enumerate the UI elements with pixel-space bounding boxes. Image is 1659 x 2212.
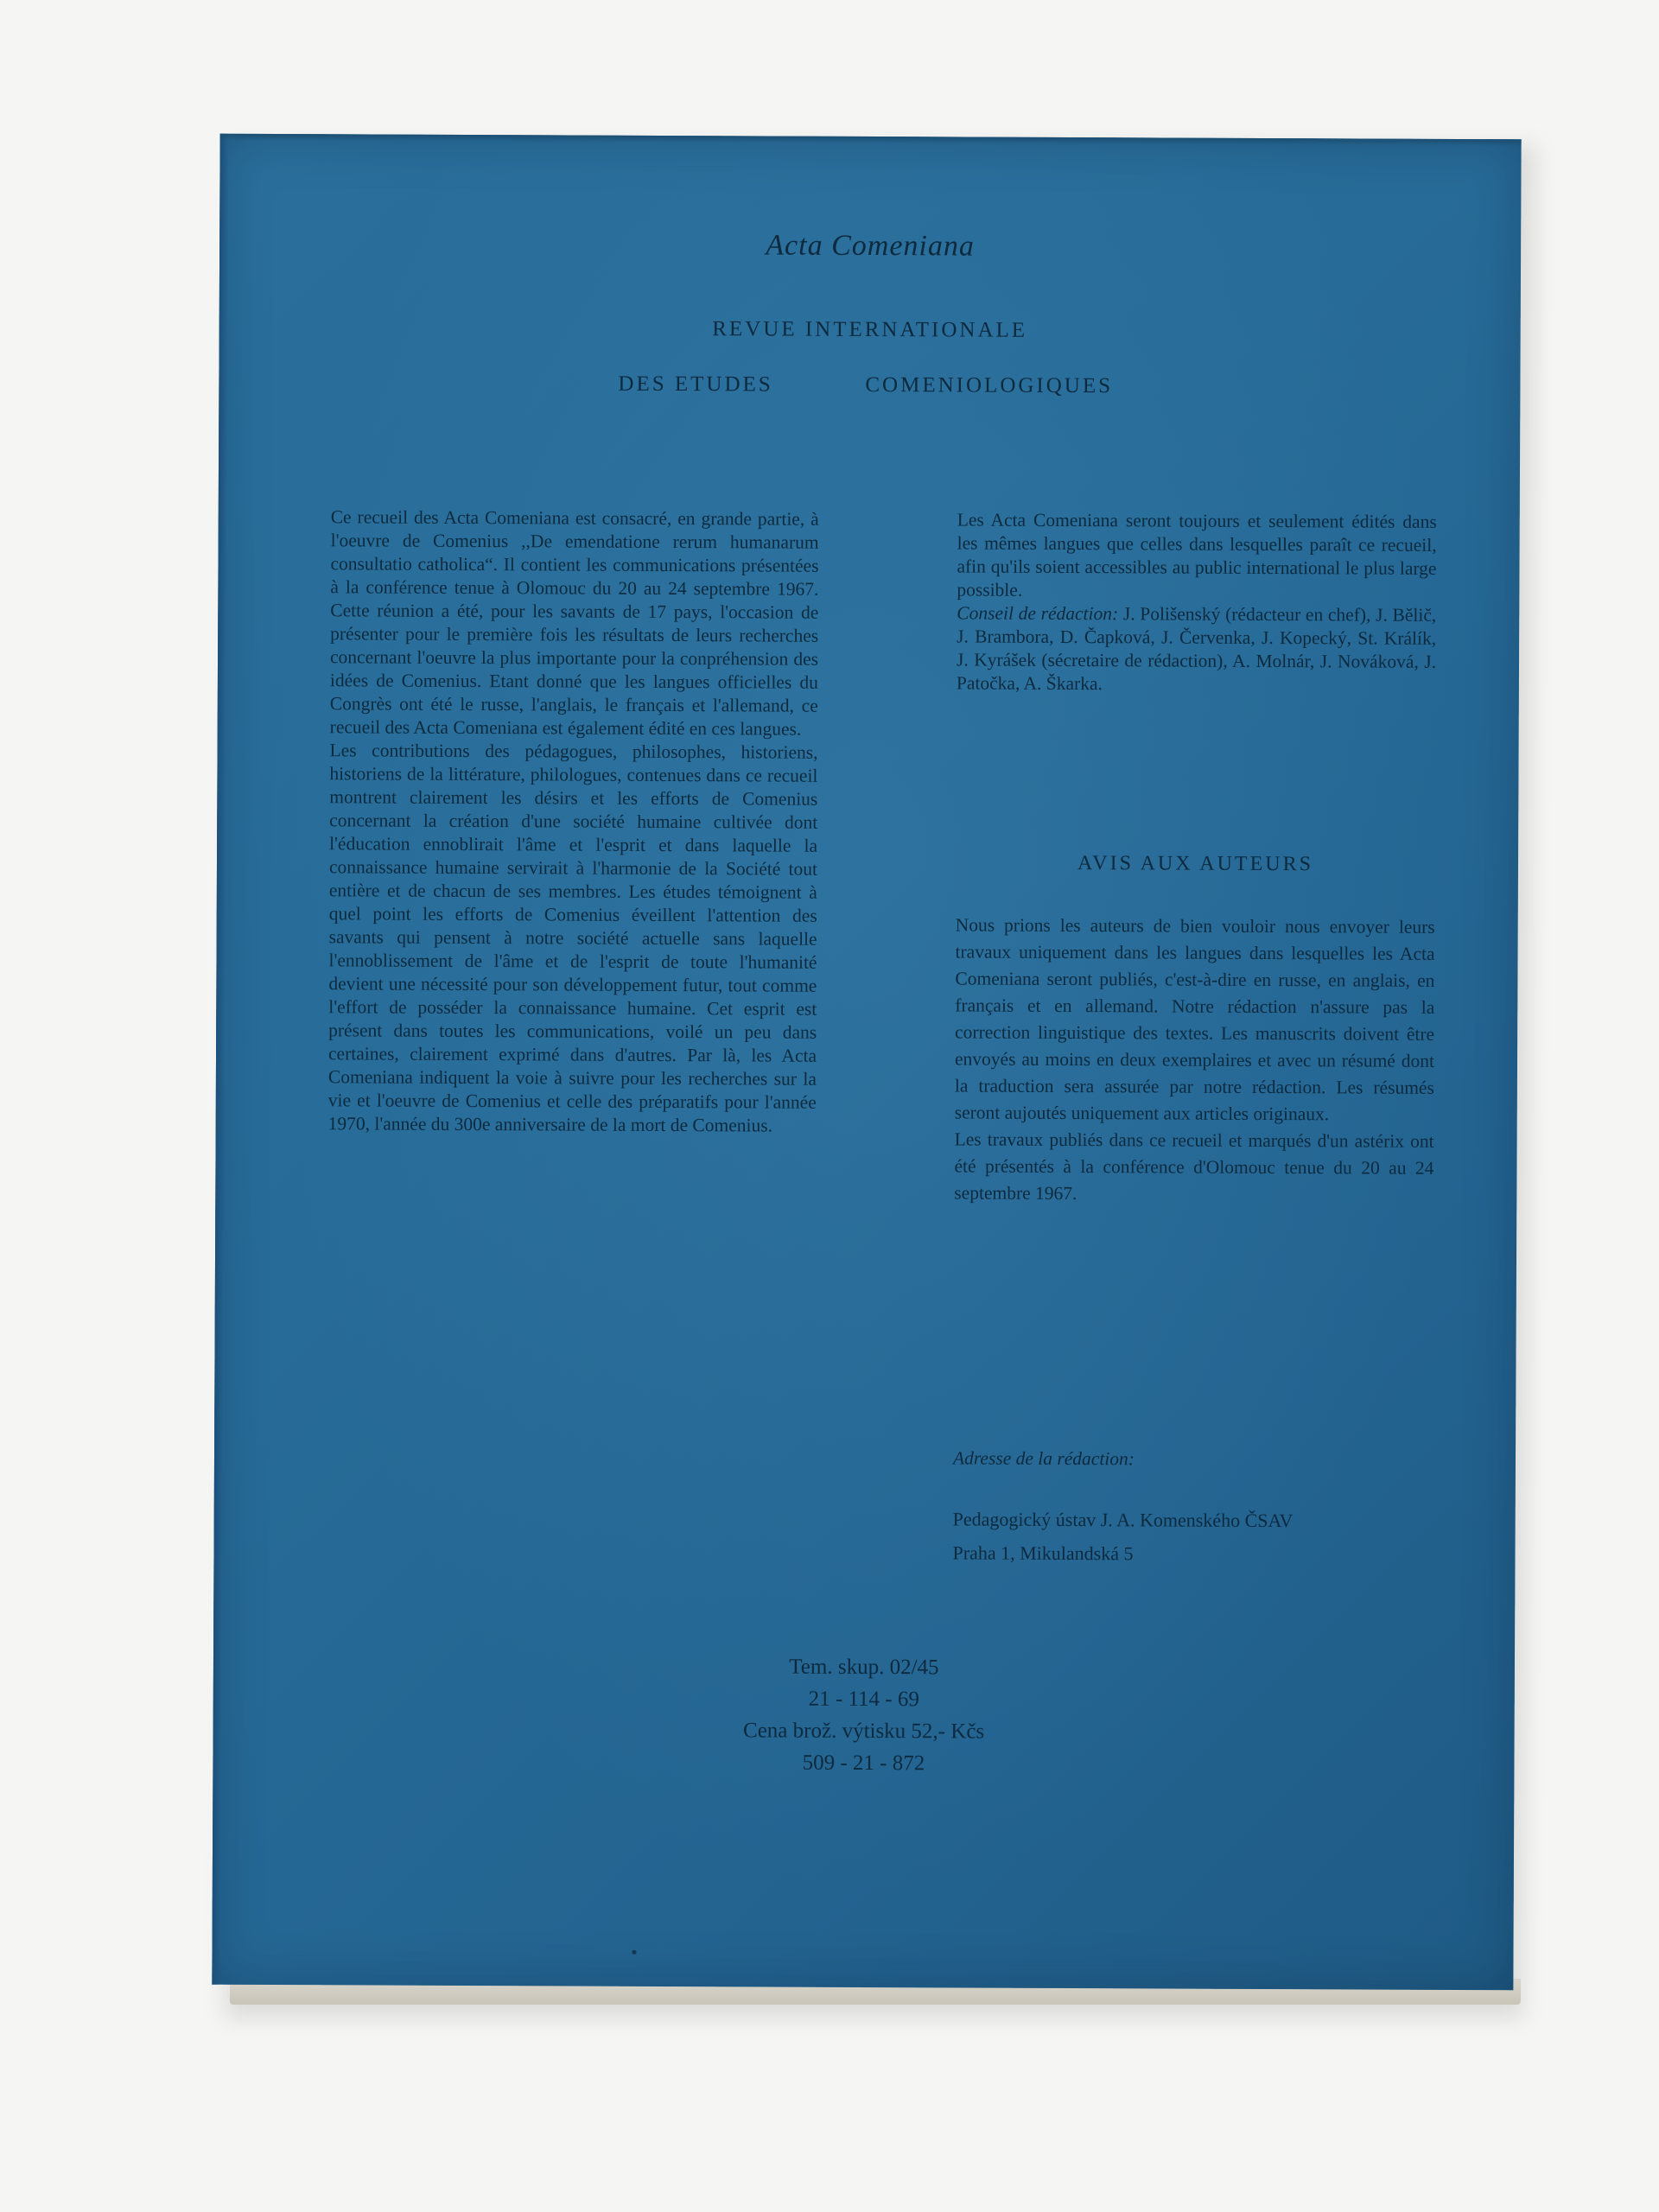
cover-edge-wear: [220, 134, 1522, 147]
notice-paragraph-2: Les travaux publiés dans ce recueil et marqués d'un astérix ont été présentés à la conférence d'Olomouc tenue du 20 au 24 septembre 1967.: [954, 1128, 1434, 1205]
left-paragraph-1: Ce recueil des Acta Comeniana est consacré, en grande partie, à l'oeuvre de Comenius ,,De emendatione rerum humanarum consultatio catholica“. Il contient les communications présentées à la conférence tenue à Olomouc du 20 au 24 septembre 1967. Cette réunion a été, pour les savants de 17 pays, l'occasion de présenter pour le première fois les résultats de leurs recherches concernant l'oeuvre la plus importante pour la conpréhension des idées de Comenius. Etant donné que les langues officielles du Congrès ont été le russe, l'anglais, le français et l'allemand, ce recueil des Acta Comeniana est également édité en ces langues.: [329, 506, 819, 740]
right-column-notice: [954, 912, 1434, 1208]
right-column-top: [957, 508, 1437, 696]
editorial-board-label: Conseil de rédaction:: [957, 602, 1119, 625]
address-line-2: Praha 1, Mikulandská 5: [952, 1541, 1134, 1565]
imprint-line-3: Cena brož. výtisku 52,- Kčs: [743, 1719, 985, 1744]
imprint-line-2: 21 - 114 - 69: [808, 1687, 919, 1712]
imprint-line-1: Tem. skup. 02/45: [789, 1655, 939, 1680]
notice-paragraph-1: Nous prions les auteurs de bien vouloir nous envoyer leurs travaux uniquement dans les langues dans lesquelles les Acta Comeniana seront publiés, c'est-à-dire en russe, en anglais, en français et en allemand. Notre rédaction n'assure pas la correction linguistique des textes. Les manuscrits doivent être envoyés au moins en deux exemplaires et avec un résumé dont la traduction sera assurée par notre rédaction. Les résumés seront aujoutés uniquement aux articles originaux.: [954, 914, 1435, 1125]
left-paragraph-2: Les contributions des pédagogues, philosophes, historiens, historiens de la littérature, philologues, contenues dans ce recueil montrent clairement les désirs et les efforts de Comenius concernant la création d'une société humaine cultivée dont l'éducation ennoblirait l'âme et l'esprit et dans laquelle la connaissance humaine servirait à l'harmonie de la Société tout entière et de chacun de ses membres. Les études témoignent à quel point les efforts de Comenius éveillent l'attention des savants qui pensent à notre société actuelle sans laquelle l'ennoblissement de l'âme et de l'esprit de toute l'humanité devient une nécessité pour son développement futur, tout comme l'effort de posséder la connaissance humaine. Cet esprit est présent dans toutes les communications, voilé un peu dans certaines, clairement exprimé dans d'autres. Par là, les Acta Comeniana indiquent la voie à suivre pour les recherches sur la vie et l'oeuvre de Comenius et celle des préparatifs pour l'année 1970, l'année du 300e anniversaire de la mort de Comenius.: [327, 740, 818, 1136]
subtitle-line-1: REVUE INTERNATIONALE: [712, 317, 1028, 342]
subtitle-line-2-left: DES ETUDES: [618, 372, 773, 397]
address-line-1: Pedagogický ústav J. A. Komenského ČSAV: [952, 1508, 1294, 1532]
address-label: Adresse de la rédaction:: [952, 1447, 1135, 1470]
journal-title: Acta Comeniana: [766, 229, 975, 263]
book-back-cover: [212, 134, 1521, 1991]
imprint-block: [213, 1649, 1515, 1783]
subtitle-line-2-right: COMENIOLOGIQUES: [865, 372, 1114, 398]
section-heading-avis: AVIS AUX AUTEURS: [1077, 852, 1314, 876]
editorial-board-members: J. Polišenský (rédacteur en chef), J. Bělič, J. Brambora, D. Čapková, J. Červenka, J. Kopecký, St. Králík, J. Kyrášek (sécretaire de rédaction), A. Molnár, J. Nováková, J. Patočka, A. Škarka.: [956, 603, 1437, 695]
cover-speck: [632, 1950, 636, 1955]
imprint-line-4: 509 - 21 - 872: [802, 1751, 925, 1776]
editorial-board: [957, 601, 1436, 696]
right-paragraph-1: Les Acta Comeniana seront toujours et seulement édités dans les mêmes langues que celles dans lesquelles paraît ce recueil, afin qu'ils soient accessibles au public international le plus large possible.: [957, 509, 1437, 601]
left-column: [328, 505, 819, 1137]
